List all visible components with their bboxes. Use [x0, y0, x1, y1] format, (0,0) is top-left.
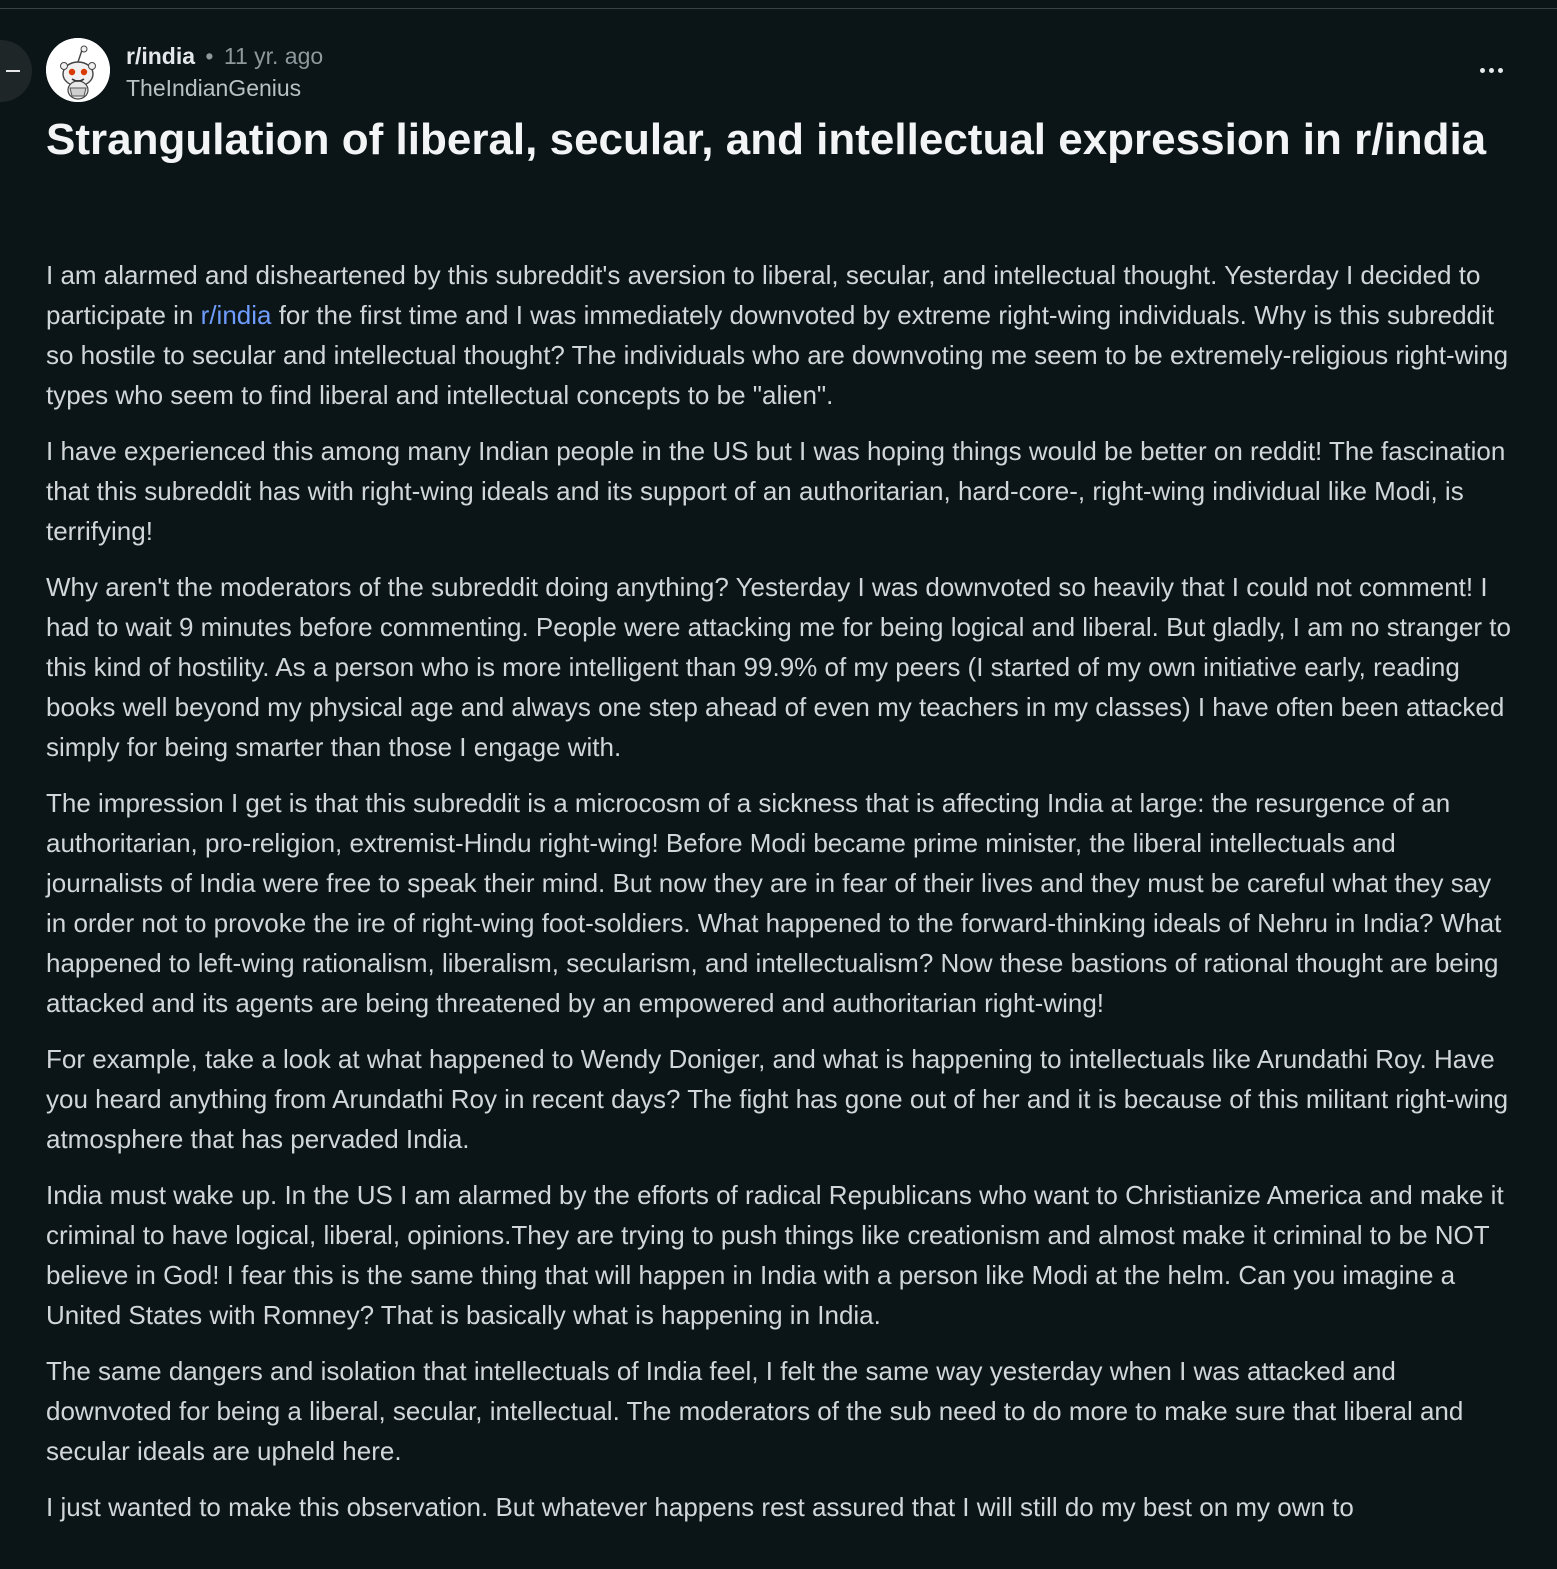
subreddit-inline-link[interactable]: r/india — [200, 300, 272, 330]
meta-separator: • — [205, 43, 214, 69]
top-divider — [0, 0, 1557, 9]
post-title: Strangulation of liberal, secular, and intellectual expression in r/india — [46, 115, 1487, 164]
paragraph-1: I am alarmed and disheartened by this subreddit's aversion to liberal, secular, and intellectual thought. Yesterday I decided to participate in r/india for the first time and I was immediately downvoted by extreme right-wing individuals. Why is this subreddit so hostile to secular and intellectual thought? The individuals who are downvoting me seem to be extremely-religious right-wing types who seem to find liberal and intellectual concepts to be "alien". — [46, 260, 1509, 410]
author-link[interactable]: TheIndianGenius — [126, 75, 302, 101]
post-meta — [126, 40, 323, 104]
paragraph-5: For example, take a look at what happened to Wendy Doniger, and what is happening to intellectuals like Arundathi Roy. Have you heard anything from Arundathi Roy in recent days? The fight has gone out of her and it is because of this militant right-wing atmosphere that has pervaded India. — [46, 1044, 1509, 1154]
paragraph-3: Why aren't the moderators of the subreddit doing anything? Yesterday I was downvoted so heavily that I could not comment! I had to wait 9 minutes before commenting. People were attacking me for being logical and liberal. But gladly, I am no stranger to this kind of hostility. As a person who is more intelligent than 99.9% of my peers (I started of my own initiative early, reading books well beyond my physical age and always one step ahead of even my teachers in my classes) I have often been attacked simply for being smarter than those I engage with. — [46, 572, 1511, 762]
post-age: 11 yr. ago — [223, 43, 324, 69]
more-options-icon — [1480, 68, 1485, 73]
more-options-button[interactable] — [1470, 52, 1512, 88]
paragraph-4: The impression I get is that this subreddit is a microcosm of a sickness that is affecting India at large: the resurgence of an authoritarian, pro-religion, extremist-Hindu right-wing! Before Modi became prime minister, the liberal intellectuals and journalists of India were free to speak their mind. But now they are in fear of their lives and they must be careful what they say in order not to provoke the ire of right-wing foot-soldiers. What happened to the forward-thinking ideals of Nehru in India? What happened to left-wing rationalism, liberalism, secularism, and intellectualism? Now these bastions of rational thought are being attacked and its agents are being threatened by an empowered and authoritarian right-wing! — [46, 788, 1502, 1018]
post-body — [46, 255, 1516, 1543]
subreddit-link[interactable]: r/india — [126, 43, 196, 69]
arrow-left-icon — [6, 70, 20, 72]
paragraph-8: I just wanted to make this observation. But whatever happens rest assured that I will still do my best on my own to — [46, 1492, 1354, 1522]
snoo-avatar-icon[interactable] — [46, 38, 110, 102]
paragraph-2: I have experienced this among many Indian people in the US but I was hoping things would be better on reddit! The fascination that this subreddit has with right-wing ideals and its support of an authoritarian, hard-core-, right-wing individual like Modi, is terrifying! — [46, 436, 1506, 546]
paragraph-7: The same dangers and isolation that intellectuals of India feel, I felt the same way yesterday when I was attacked and downvoted for being a liberal, secular, intellectual. The moderators of the sub need to do more to make sure that liberal and secular ideals are upheld here. — [46, 1356, 1464, 1466]
paragraph-6: India must wake up. In the US I am alarmed by the efforts of radical Republicans who want to Christianize America and make it criminal to have logical, liberal, opinions.They are trying to push things like creationism and almost make it criminal to be NOT believe in God! I fear this is the same thing that will happen in India with a person like Modi at the helm. Can you imagine a United States with Romney? That is basically what is happening in India. — [46, 1180, 1504, 1330]
back-button[interactable] — [0, 40, 32, 102]
